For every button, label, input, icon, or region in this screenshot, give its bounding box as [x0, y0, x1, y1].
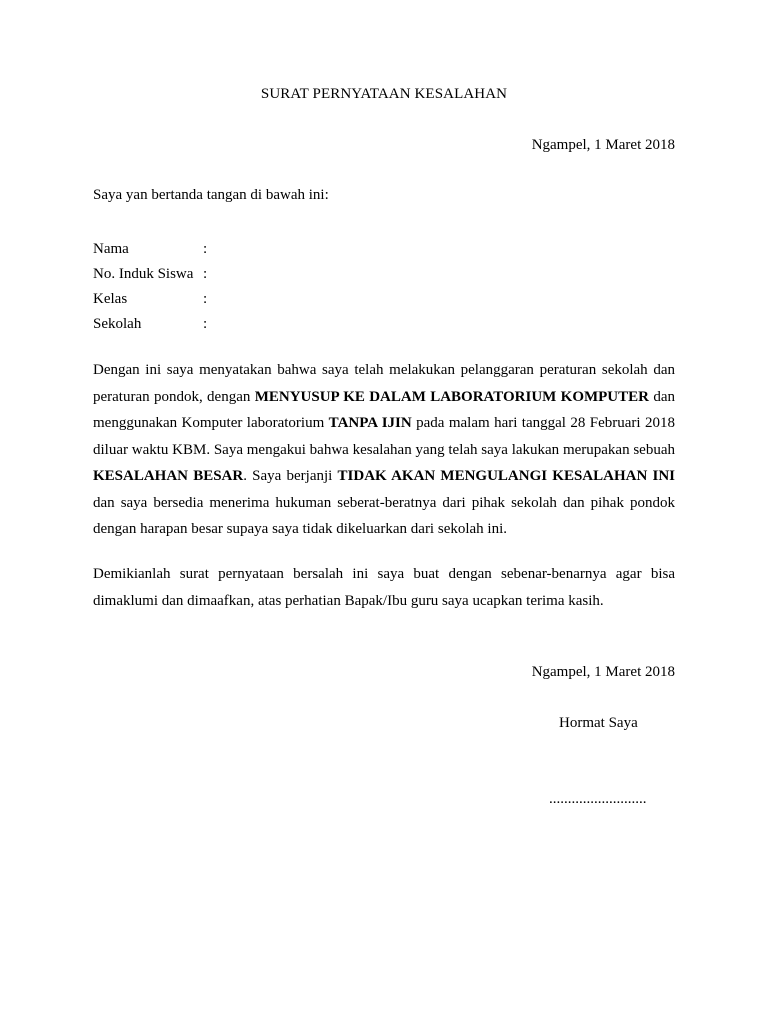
field-label: Sekolah: [93, 316, 142, 332]
identity-fields: [93, 237, 213, 337]
closing-salutation: Hormat Saya: [559, 715, 638, 731]
para1-text-5: dan saya bersedia menerima hukuman seberat-beratnya dari pihak sekolah dan pihak pondok dengan harapan besar supaya saya tidak dikeluarkan dari sekolah ini.: [93, 494, 675, 537]
field-row-kelas: [93, 287, 213, 312]
field-colon: :: [203, 291, 208, 307]
para1-bold-1: MENYUSUP KE DALAM LABORATORIUM KOMPUTER: [254, 388, 649, 405]
para1-bold-2: TANPA IJIN: [328, 415, 412, 431]
para1-text-4: . Saya berjanji: [243, 468, 338, 484]
document-title: SURAT PERNYATAAN KESALAHAN: [260, 86, 508, 102]
para1-bold-4: TIDAK AKAN MENGULANGI KESALAHAN INI: [337, 468, 675, 484]
para1-text-2: dan menggunakan Komputer laboratorium: [93, 388, 675, 431]
date-bottom: Ngampel, 1 Maret 2018: [531, 664, 675, 680]
field-label: No. Induk Siswa: [93, 266, 194, 282]
intro-text: Saya yan bertanda tangan di bawah ini:: [93, 187, 329, 203]
field-row-sekolah: [93, 312, 213, 337]
date-top: Ngampel, 1 Maret 2018: [531, 137, 675, 153]
statement-paragraph: [93, 357, 675, 543]
closing-paragraph: Demikianlah surat pernyataan bersalah ini saya buat dengan sebenar-benarnya agar bisa dimaklumi dan dimaafkan, atas perhatian Bapak/Ibu guru saya ucapkan terima kasih.: [93, 566, 675, 609]
field-row-nama: [93, 237, 213, 262]
field-colon: :: [203, 266, 208, 282]
para1-bold-3: KESALAHAN BESAR: [93, 468, 244, 484]
para1-text-1: Dengan ini saya menyatakan bahwa saya telah melakukan pelanggaran peraturan sekolah dan peraturan pondok, dengan: [93, 362, 675, 405]
field-colon: :: [203, 241, 208, 257]
field-row-no-induk: [93, 262, 213, 287]
field-colon: :: [203, 316, 208, 332]
field-label: Nama: [93, 241, 129, 257]
signature-line: ..........................: [549, 791, 647, 807]
para1-text-3: pada malam hari tanggal 28 Februari 2018 diluar waktu KBM. Saya mengakui bahwa kesalahan yang telah saya lakukan merupakan sebuah: [93, 415, 675, 458]
field-label: Kelas: [93, 291, 128, 307]
